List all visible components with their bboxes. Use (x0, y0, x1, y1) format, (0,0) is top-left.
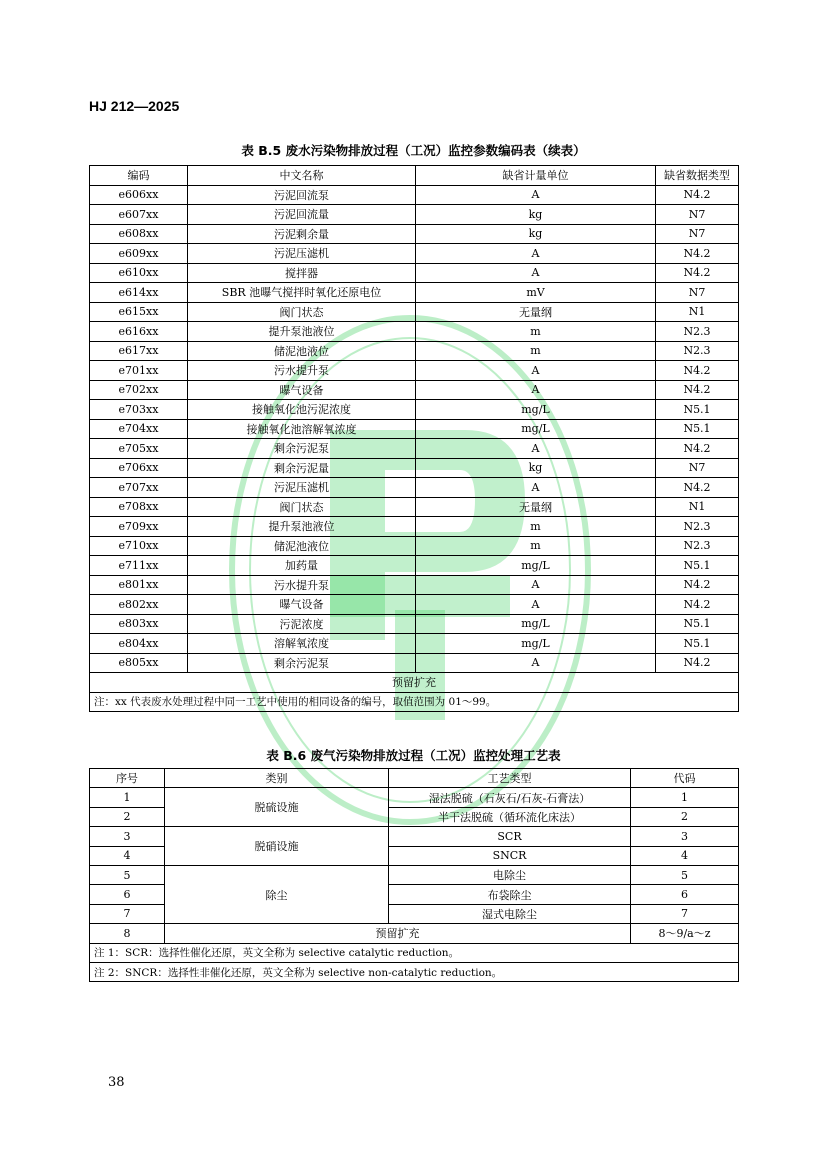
name-cell: 阀门状态 (188, 302, 416, 322)
name-cell: 接触氧化池污泥浓度 (188, 400, 416, 420)
unit-cell: A (416, 439, 656, 459)
table-row (90, 556, 739, 576)
table-row (90, 419, 739, 439)
unit-cell: m (416, 536, 656, 556)
type-cell: N7 (656, 205, 739, 225)
table-row (90, 400, 739, 420)
unit-cell: A (416, 263, 656, 283)
table-row (90, 497, 739, 517)
table-row (90, 322, 739, 342)
column-header: 编码 (90, 166, 188, 186)
process-code: 1 (631, 788, 739, 807)
row-number: 5 (90, 865, 165, 884)
column-header: 类别 (165, 769, 389, 788)
name-cell: 储泥池液位 (188, 536, 416, 556)
table-row (90, 536, 739, 556)
type-cell: N5.1 (656, 419, 739, 439)
table-row (90, 478, 739, 498)
table-b6-caption: 表 B.6 废气污染物排放过程（工况）监控处理工艺表 (266, 748, 561, 763)
code-cell: e606xx (90, 185, 188, 205)
table-row (90, 517, 739, 537)
unit-cell: kg (416, 205, 656, 225)
unit-cell: A (416, 185, 656, 205)
type-cell: N4.2 (656, 185, 739, 205)
process-type: 电除尘 (389, 865, 631, 884)
name-cell: 储泥池液位 (188, 341, 416, 361)
name-cell: 曝气设备 (188, 595, 416, 615)
row-number: 3 (90, 827, 165, 846)
type-cell: N1 (656, 302, 739, 322)
note-row (90, 943, 739, 962)
process-type: SNCR (389, 846, 631, 865)
code-cell: e703xx (90, 400, 188, 420)
code-cell: e709xx (90, 517, 188, 537)
name-cell: 污泥回流泵 (188, 185, 416, 205)
process-type: 湿式电除尘 (389, 904, 631, 923)
type-cell: N4.2 (656, 380, 739, 400)
name-cell: 提升泵池液位 (188, 322, 416, 342)
process-code: 7 (631, 904, 739, 923)
name-cell: 搅拌器 (188, 263, 416, 283)
code-cell: e614xx (90, 283, 188, 303)
table-b5-caption: 表 B.5 废水污染物排放过程（工况）监控参数编码表（续表） (241, 143, 586, 158)
type-cell: N1 (656, 497, 739, 517)
column-header: 工艺类型 (389, 769, 631, 788)
unit-cell: mg/L (416, 556, 656, 576)
table-row (90, 361, 739, 381)
name-cell: 接触氧化池溶解氧浓度 (188, 419, 416, 439)
category-cell: 脱硝设施 (165, 827, 389, 866)
unit-cell: A (416, 595, 656, 615)
code-cell: e607xx (90, 205, 188, 225)
process-type: 布袋除尘 (389, 885, 631, 904)
code-cell: e805xx (90, 653, 188, 673)
row-number: 6 (90, 885, 165, 904)
table-row (90, 788, 739, 807)
column-header: 代码 (631, 769, 739, 788)
unit-cell: A (416, 380, 656, 400)
category-cell: 脱硫设施 (165, 788, 389, 827)
table-row (90, 653, 739, 673)
table-note: 注 2：SNCR：选择性非催化还原，英文全称为 selective non-catalytic reduction。 (90, 962, 739, 981)
type-cell: N5.1 (656, 556, 739, 576)
type-cell: N7 (656, 458, 739, 478)
table-row (90, 205, 739, 225)
process-code: 6 (631, 885, 739, 904)
table-row (90, 244, 739, 264)
row-number: 1 (90, 788, 165, 807)
table-note: 注：xx 代表废水处理过程中同一工艺中使用的相同设备的编号，取值范围为 01～99。 (90, 692, 739, 712)
column-header: 缺省数据类型 (656, 166, 739, 186)
unit-cell: m (416, 322, 656, 342)
table-row (90, 185, 739, 205)
row-number: 7 (90, 904, 165, 923)
column-header: 缺省计量单位 (416, 166, 656, 186)
unit-cell: 无量纲 (416, 497, 656, 517)
table-row (90, 380, 739, 400)
code-cell: e704xx (90, 419, 188, 439)
code-cell: e617xx (90, 341, 188, 361)
reserved-cell: 预留扩充 (165, 924, 631, 943)
type-cell: N5.1 (656, 614, 739, 634)
unit-cell: mg/L (416, 634, 656, 654)
column-header: 中文名称 (188, 166, 416, 186)
table-row (90, 827, 739, 846)
unit-cell: m (416, 341, 656, 361)
note-row (90, 962, 739, 981)
name-cell: 污水提升泵 (188, 575, 416, 595)
name-cell: 污泥剩余量 (188, 224, 416, 244)
type-cell: N5.1 (656, 400, 739, 420)
unit-cell: A (416, 244, 656, 264)
code-cell: e608xx (90, 224, 188, 244)
code-cell: e804xx (90, 634, 188, 654)
table-b5 (89, 165, 739, 712)
note-row (90, 692, 739, 712)
unit-cell: mg/L (416, 419, 656, 439)
category-cell: 除尘 (165, 865, 389, 923)
unit-cell: A (416, 575, 656, 595)
type-cell: N4.2 (656, 244, 739, 264)
process-code: 2 (631, 807, 739, 826)
code-cell: e609xx (90, 244, 188, 264)
type-cell: N5.1 (656, 634, 739, 654)
name-cell: 污水提升泵 (188, 361, 416, 381)
process-code: 8～9/a～z (631, 924, 739, 943)
table-header-row (90, 769, 739, 788)
name-cell: SBR 池曝气搅拌时氧化还原电位 (188, 283, 416, 303)
name-cell: 污泥浓度 (188, 614, 416, 634)
table-row (90, 458, 739, 478)
name-cell: 阀门状态 (188, 497, 416, 517)
process-code: 3 (631, 827, 739, 846)
unit-cell: 无量纲 (416, 302, 656, 322)
code-cell: e708xx (90, 497, 188, 517)
code-cell: e701xx (90, 361, 188, 381)
process-code: 5 (631, 865, 739, 884)
table-row (90, 263, 739, 283)
table-row (90, 302, 739, 322)
code-cell: e710xx (90, 536, 188, 556)
code-cell: e610xx (90, 263, 188, 283)
name-cell: 污泥压滤机 (188, 478, 416, 498)
code-cell: e702xx (90, 380, 188, 400)
code-cell: e803xx (90, 614, 188, 634)
name-cell: 溶解氧浓度 (188, 634, 416, 654)
process-code: 4 (631, 846, 739, 865)
process-type: SCR (389, 827, 631, 846)
name-cell: 剩余污泥泵 (188, 439, 416, 459)
type-cell: N4.2 (656, 575, 739, 595)
unit-cell: m (416, 517, 656, 537)
code-cell: e802xx (90, 595, 188, 615)
type-cell: N2.3 (656, 341, 739, 361)
code-cell: e615xx (90, 302, 188, 322)
name-cell: 剩余污泥泵 (188, 653, 416, 673)
code-cell: e705xx (90, 439, 188, 459)
code-cell: e616xx (90, 322, 188, 342)
type-cell: N2.3 (656, 536, 739, 556)
table-row (90, 634, 739, 654)
table-b6 (89, 768, 739, 982)
page-number: 38 (108, 1075, 125, 1090)
row-number: 2 (90, 807, 165, 826)
table-row (90, 341, 739, 361)
type-cell: N4.2 (656, 653, 739, 673)
name-cell: 污泥压滤机 (188, 244, 416, 264)
code-cell: e801xx (90, 575, 188, 595)
type-cell: N7 (656, 224, 739, 244)
unit-cell: A (416, 653, 656, 673)
table-row (90, 865, 739, 884)
table-row (90, 614, 739, 634)
row-number: 4 (90, 846, 165, 865)
table-note: 注 1：SCR：选择性催化还原，英文全称为 selective catalytic reduction。 (90, 943, 739, 962)
unit-cell: kg (416, 458, 656, 478)
unit-cell: mV (416, 283, 656, 303)
type-cell: N4.2 (656, 478, 739, 498)
row-number: 8 (90, 924, 165, 943)
type-cell: N4.2 (656, 595, 739, 615)
code-cell: e707xx (90, 478, 188, 498)
table-row (90, 575, 739, 595)
type-cell: N4.2 (656, 439, 739, 459)
table-row (90, 439, 739, 459)
process-type: 湿法脱硫（石灰石/石灰-石膏法） (389, 788, 631, 807)
type-cell: N2.3 (656, 517, 739, 537)
type-cell: N2.3 (656, 322, 739, 342)
unit-cell: mg/L (416, 400, 656, 420)
table-row (90, 224, 739, 244)
reserved-row (90, 924, 739, 943)
document-code: HJ 212—2025 (89, 98, 180, 114)
name-cell: 加药量 (188, 556, 416, 576)
unit-cell: A (416, 361, 656, 381)
type-cell: N4.2 (656, 361, 739, 381)
name-cell: 污泥回流量 (188, 205, 416, 225)
column-header: 序号 (90, 769, 165, 788)
table-row (90, 283, 739, 303)
unit-cell: kg (416, 224, 656, 244)
table-row (90, 595, 739, 615)
type-cell: N4.2 (656, 263, 739, 283)
code-cell: e706xx (90, 458, 188, 478)
type-cell: N7 (656, 283, 739, 303)
name-cell: 曝气设备 (188, 380, 416, 400)
unit-cell: A (416, 478, 656, 498)
reserved-row (90, 673, 739, 693)
unit-cell: mg/L (416, 614, 656, 634)
reserved-cell: 预留扩充 (90, 673, 739, 693)
table-header-row (90, 166, 739, 186)
code-cell: e711xx (90, 556, 188, 576)
process-type: 半干法脱硫（循环流化床法） (389, 807, 631, 826)
name-cell: 提升泵池液位 (188, 517, 416, 537)
name-cell: 剩余污泥量 (188, 458, 416, 478)
